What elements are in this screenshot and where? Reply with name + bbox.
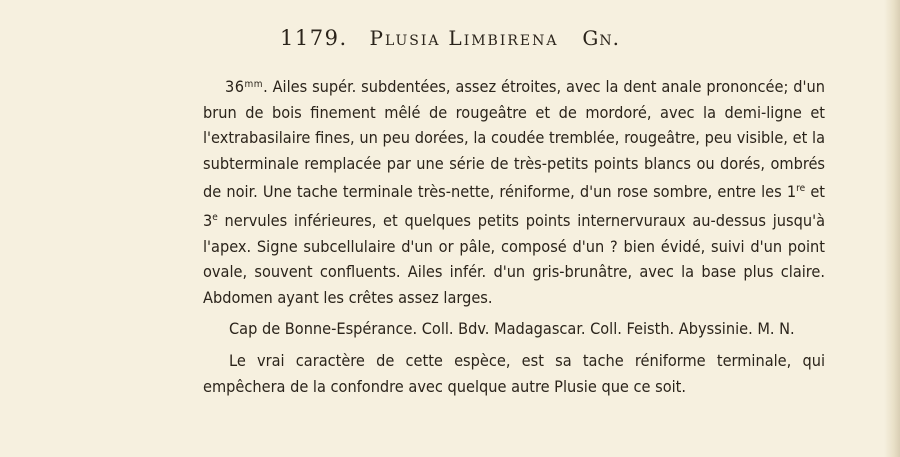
genus-name: Plusia [369, 26, 441, 50]
entry-number: 1179. [280, 26, 348, 50]
description-text-3: nervules inférieures, et quelques petits points internervuraux au-dessus jusqu'à l'apex. Signe subcellulaire d'un or pâle, composé d'un ? bien évidé, suivi d'un point ovale, souvent confluents. Ailes infér. d'un gris-brunâtre, avec la base plus claire. Abdomen ayant les crêtes assez larges. [203, 210, 825, 307]
ordinal-third: e [212, 211, 218, 223]
remark-paragraph: Le vrai caractère de cette espèce, est sa tache réniforme terminale, qui empêchera de la confondre avec quelque autre Plusie que ce soit. [203, 350, 825, 396]
size-unit: mm [244, 79, 264, 90]
locality-paragraph: Cap de Bonne-Espérance. Coll. Bdv. Madagascar. Coll. Feisth. Abyssinie. M. N. [229, 319, 795, 339]
entry-body [203, 72, 825, 399]
wingspan-size [225, 77, 263, 96]
page-edge [884, 0, 900, 457]
description-paragraph [203, 72, 825, 310]
ordinal-first: re [796, 183, 806, 195]
size-value: 36 [225, 77, 245, 96]
species-name: Limbirena [448, 26, 559, 50]
author-abbrev: Gn. [582, 26, 620, 50]
description-text-2: et 3 [203, 182, 825, 230]
description-text-1: . Ailes supér. subdentées, assez étroites, avec la dent anale prononcée; d'un brun de bois finement mêlé de rougeâtre et de mordoré, avec la demi-ligne et l'extrabasilaire fines, un peu dorées, la coudée tremblée, rougeâtre, peu visible, et la subterminale remplacée par une série de très-petits points blancs ou dorés, ombrés de noir. Une tache terminale très-nette, réniforme, d'un rose sombre, entre les 1 [203, 77, 825, 202]
entry-header [0, 26, 900, 50]
